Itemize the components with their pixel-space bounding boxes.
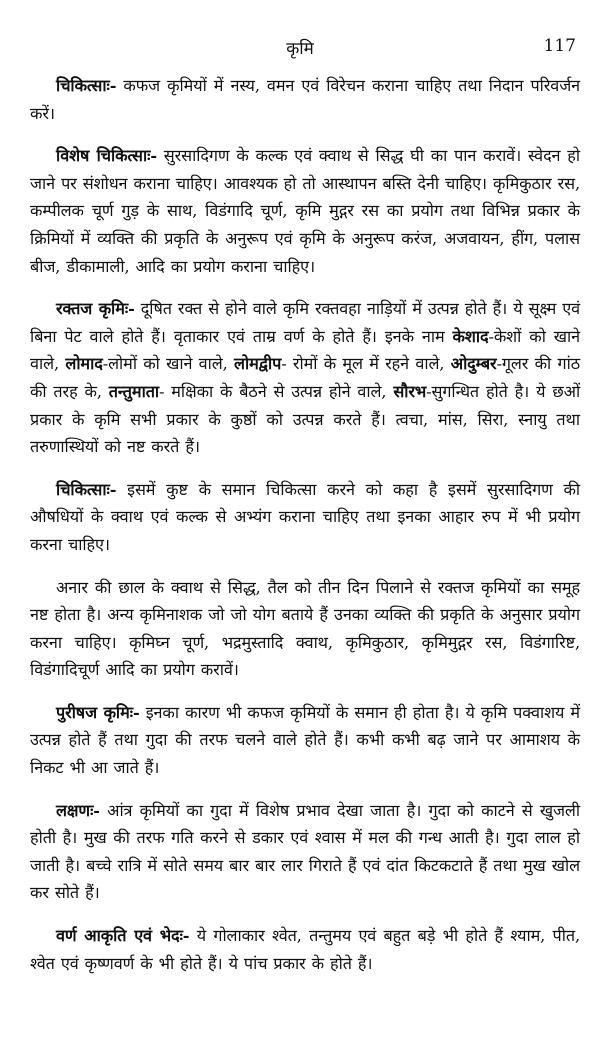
paragraph-text: इसमें कुष्ट के समान चिकित्सा करने को कहा है इसमें सुरसादिगण की औषधियों के क्वाथ एवं कल्क से अभ्यंग कराना चाहिए तथा इनका आहार रुप में भी प्रयोग करना चाहिए। [30,479,580,554]
heading-vishesh-chikitsa: विशेष चिकित्साः- [56,146,157,166]
page-number: 117 [543,36,576,56]
term-lomad: लोमाद [65,354,103,374]
paragraph-lakshan [30,797,580,907]
heading-purishaja-krimi: पुरीषज कृमिः- [56,702,140,722]
heading-chikitsa: चिकित्साः- [56,76,117,95]
paragraph-text: -केशों को खाने वाले, [30,326,580,374]
page-body [30,72,580,992]
paragraph-text: - रोमों के मूल में रहने वाले, [281,354,451,374]
paragraph-chikitsa-raktaja [30,476,580,559]
paragraph-text: -गूलर की गांठ की तरह के, [30,354,580,401]
paragraph-text: -लोमों को खाने वाले, [102,354,235,374]
paragraph-text: -सुगन्धित होते है। ये छओं प्रकार के कृमि सभी प्रकार के कुष्ठों को उत्पन्न करते हैं। त्वचा, मांस, सिरा, स्नायु तथा तरुणास्थियों को नष्ट करते हैं। [30,381,581,457]
paragraph-varna-akriti [30,922,580,977]
heading-varna-akriti: वर्ण आकृति एवं भेदः- [56,926,190,946]
heading-lakshan: लक्षणः- [56,800,100,820]
paragraph-raktaja-krimi [30,295,580,461]
paragraph-text: ये गोलाकार श्वेत, तन्तुमय एवं बहुत बड़े भी होते हैं श्याम, पीत, श्वेत एवं कृष्णवर्ण के भी होते हैं। ये पांच प्रकार के होते हैं। [30,926,580,973]
paragraph-chikitsa-kaphaja [30,72,580,127]
term-saurabh: सौरभ [393,381,427,401]
paragraph-text: अनार की छाल के क्वाथ से सिद्ध, तैल को तीन दिन पिलाने से रक्तज कृमियों का समूह नष्ट होता है। अन्य कृमिनाशक जो जो योग बताये हैं उनका व्यक्ति की प्रकृति के अनुसार प्रयोग करना चाहिए। कृमिघ्न चूर्ण, भद्रमुस्तादि क्वाथ, कृमिकुठार, कृमिमुद्गर रस, विडंगारिष्ट, विडंगादिचूर्ण आदि का प्रयोग करावें। [30,577,580,680]
paragraph-anar [30,574,580,684]
page-header [0,36,600,62]
paragraph-vishesh-chikitsa [30,142,580,280]
paragraph-text: इनका कारण भी कफज कृमियों के समान ही होता है। ये कृमि पक्वाशय में उत्पन्न होते हैं तथा गुदा की तरफ चलने वाले होते हैं। कभी कभी बढ़ जाने पर आमाशय के निकट भी आ जाते हैं। [30,702,580,778]
running-title: कृमि [286,39,314,59]
paragraph-text: आंत्र कृमियों का गुदा में विशेष प्रभाव देखा जाता है। गुदा को काटने से खुजली होती है। मुख की तरफ गति करने से डकार एवं श्वास में मल की गन्ध आती है। गुदा लाल हो जाती है। बच्चे रात्रि में सोते समय बार बार लार गिराते हैं एवं दांत किटकटाते हैं तथा मुख खोल कर सोते हैं। [30,800,580,903]
paragraph-purishaja-krimi [30,699,580,782]
paragraph-text: कफज कृमियों में नस्य, वमन एवं विरेचन कराना चाहिए तथा निदान परिवर्जन करें। [30,76,580,123]
term-lomadvip: लोमद्वीप [234,354,282,374]
paragraph-text: दूषित रक्त से होने वाले कृमि रक्तवहा नाड़ियों में उत्पन्न होते हैं। ये सूक्ष्म एवं बिना पेट वाले होते हैं। वृताकार एवं ताम्र वर्ण के होते हैं। इनके नाम [30,299,580,346]
term-odumbar: ओदुम्बर [450,354,497,374]
paragraph-text: - मक्षिका के बैठने से उत्पन्न होने वाले, [159,381,394,401]
term-keshad: केशाद [452,326,489,346]
heading-raktaja-krimi: रक्तज कृमिः- [56,299,135,319]
heading-chikitsa: चिकित्साः- [56,479,117,499]
term-tantumata: तन्तुमाता [108,381,160,401]
paragraph-text: सुरसादिगण के कल्क एवं क्वाथ से सिद्ध घी का पान करावें। स्वेदन हो जाने पर संशोधन कराना चाहिए। आवश्यक हो तो आस्थापन बस्ति देनी चाहिए। कृमिकुठार रस, कम्पीलक चूर्ण गुड़ के साथ, विडंगादि चूर्ण, कृमि मुद्गर रस का प्रयोग तथा विभिन्न प्रकार के क्रिमियों में व्यक्ति की प्रकृति के अनुरूप एवं कृमि के अनुरूप करंज, अजवायन, हींग, पलास बीज, डीकामाली, आदि का प्रयोग कराना चाहिए। [30,146,580,276]
